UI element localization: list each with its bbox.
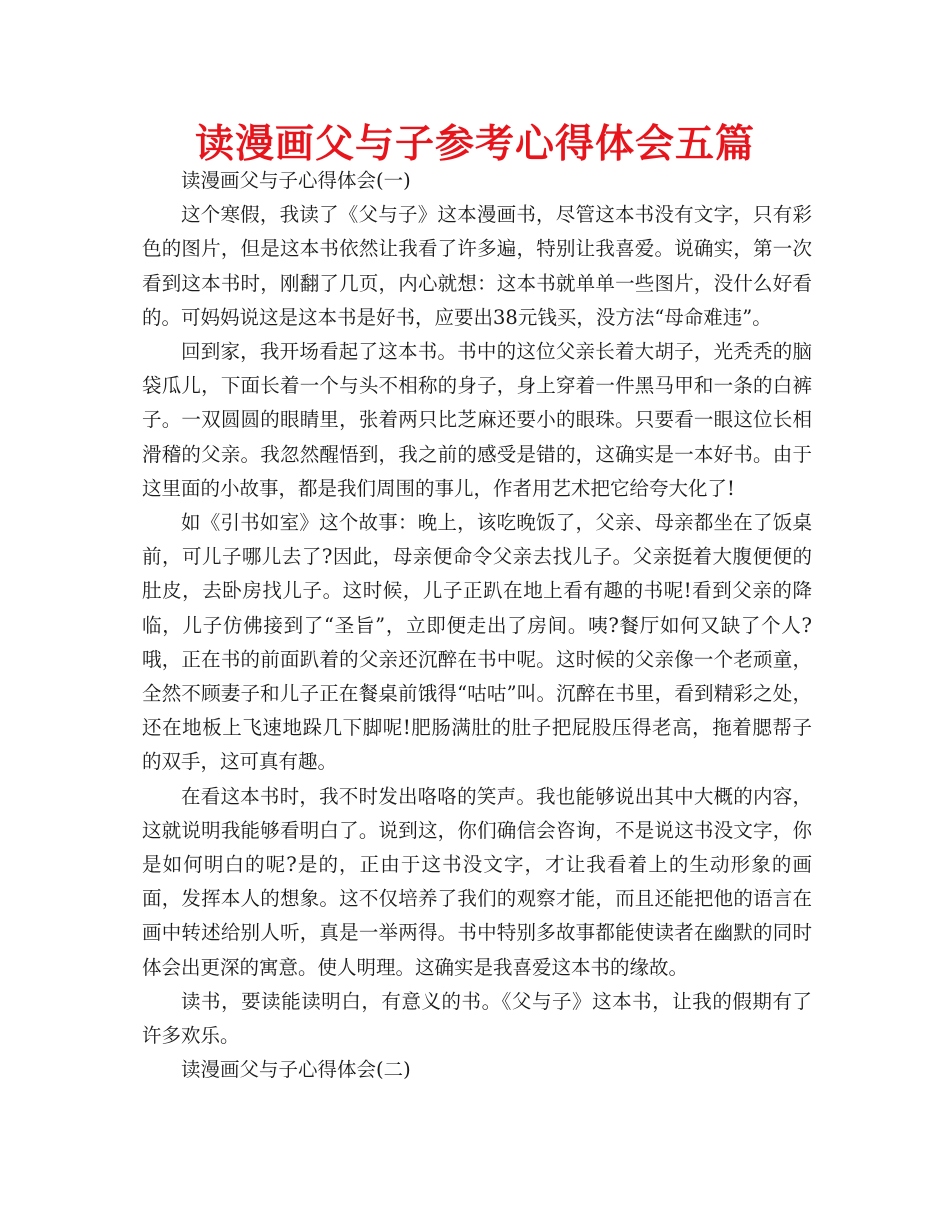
document-body xyxy=(142,164,812,1087)
paragraph: 读书，要读能读明白，有意义的书。《父与子》这本书，让我的假期有了许多欢乐。 xyxy=(142,989,812,1048)
document-title: 读漫画父与子参考心得体会五篇 xyxy=(194,121,755,167)
section-heading-1: 读漫画父与子心得体会(一) xyxy=(181,169,411,192)
paragraph: 这个寒假，我读了《父与子》这本漫画书，尽管这本书没有文字，只有彩色的图片，但是这本书依然让我看了许多遍，特别让我喜爱。说确实，第一次看到这本书时，刚翻了几页，内心就想：这本书就单单一些图片，没什么好看的。可妈妈说这是这本书是好书，应要出38元钱买，没方法“母命难违”。 xyxy=(142,203,812,329)
paragraph: 回到家，我开场看起了这本书。书中的这位父亲长着大胡子，光秃秃的脑袋瓜儿，下面长着一个与头不相称的身子，身上穿着一件黑马甲和一条的白裤子。一双圆圆的眼睛里，张着两只比芝麻还要小的眼珠。只要看一眼这位长相滑稽的父亲。我忽然醒悟到，我之前的感受是错的，这确实是一本好书。由于这里面的小故事，都是我们周围的事儿，作者用艺术把它给夸大化了! xyxy=(142,340,812,500)
section-heading-2: 读漫画父与子心得体会(二) xyxy=(181,1058,411,1082)
paragraph: 在看这本书时，我不时发出咯咯的笑声。我也能够说出其中大概的内容，这就说明我能够看明白了。说到这，你们确信会咨询，不是说这书没文字，你是如何明白的呢?是的，正由于这书没文字，才让我看着上的生动形象的画面，发挥本人的想象。这不仅培养了我们的观察才能，而且还能把他的语言在画中转述给别人听，真是一举两得。书中特别多故事都能使读者在幽默的同时体会出更深的寓意。使人明理。这确实是我喜爱这本书的缘故。 xyxy=(142,784,812,979)
paragraph: 如《引书如室》这个故事：晚上，该吃晚饭了，父亲、母亲都坐在了饭桌前，可儿子哪儿去了?因此，母亲便命令父亲去找儿子。父亲挺着大腹便便的肚皮，去卧房找儿子。这时候，儿子正趴在地上看有趣的书呢!看到父亲的降临，儿子仿佛接到了“圣旨”，立即便走出了房间。咦?餐厅如何又缺了个人?哦，正在书的前面趴着的父亲还沉醉在书中呢。这时候的父亲像一个老顽童，全然不顾妻子和儿子正在餐桌前饿得“咕咕”叫。沉醉在书里，看到精彩之处，还在地板上飞速地跺几下脚呢!肥肠满肚的肚子把屁股压得老高，拖着腮帮子的双手，这可真有趣。 xyxy=(142,511,812,774)
